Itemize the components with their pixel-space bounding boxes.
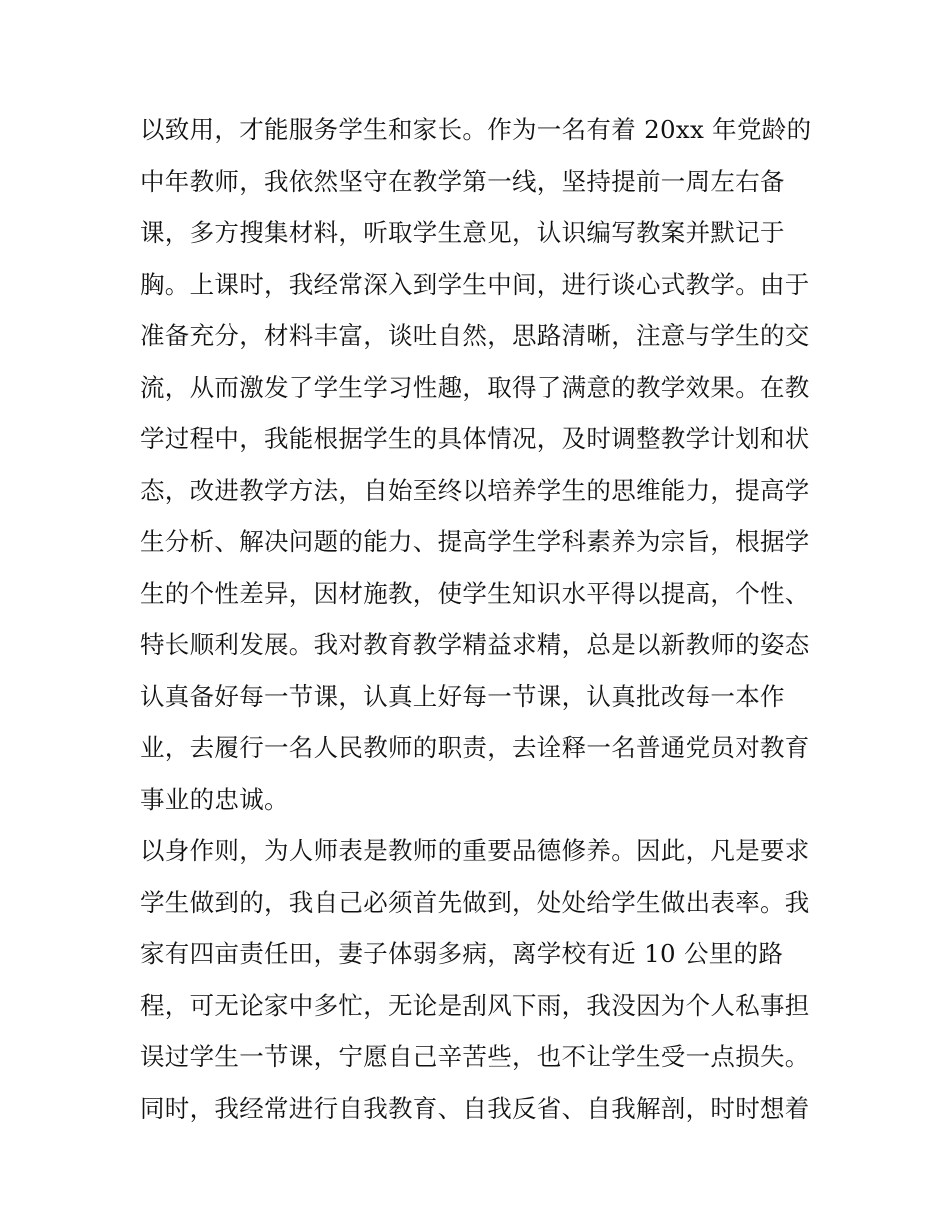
text-line: 生分析、解决问题的能力、提高学生学科素养为宗旨，根据学 [140,527,810,556]
text-line: 流，从而激发了学生学习性趣，取得了满意的教学效果。在教 [140,372,810,402]
text-line: 家有四亩责任田，妻子体弱多病，离学校有近 10 公里的路 [140,939,784,968]
text-line: 认真备好每一节课，认真上好每一节课，认真批改每一本作 [140,681,785,711]
text-line: 胸。上课时，我经常深入到学生中间，进行谈心式教学。由于 [140,269,810,299]
text-line: 生的个性差异，因材施教，使学生知识水平得以提高，个性、 [140,578,810,608]
text-line: 以致用，才能服务学生和家长。作为一名有着 20xx 年党龄的 [140,115,812,144]
body-text [140,108,830,1138]
text-line: 学过程中，我能根据学生的具体情况，及时调整教学计划和状 [140,424,810,453]
text-line: 以身作则，为人师表是教师的重要品德修养。因此，凡是要求 [140,836,810,865]
text-line: 误过学生一节课，宁愿自己辛苦些，也不让学生受一点损失。 [140,1042,810,1071]
text-line: 程，可无论家中多忙，无论是刮风下雨，我没因为个人私事担 [140,990,810,1020]
text-line: 态，改进教学方法，自始至终以培养学生的思维能力，提高学 [140,475,810,505]
text-line: 准备充分，材料丰富，谈吐自然，思路清晰，注意与学生的交 [140,321,810,350]
text-line: 课，多方搜集材料，听取学生意见，认识编写教案并默记于 [140,218,785,247]
text-line: 中年教师，我依然坚守在教学第一线，坚持提前一周左右备 [140,166,785,196]
text-line: 事业的忠诚。 [140,784,289,814]
text-line: 特长顺利发展。我对教育教学精益求精，总是以新教师的姿态 [140,630,810,659]
text-line: 学生做到的，我自己必须首先做到，处处给学生做出表率。我 [140,887,810,917]
text-line: 业，去履行一名人民教师的职责，去诠释一名普通党员对教育 [140,733,810,762]
text-line: 同时，我经常进行自我教育、自我反省、自我解剖，时时想着 [140,1093,810,1123]
